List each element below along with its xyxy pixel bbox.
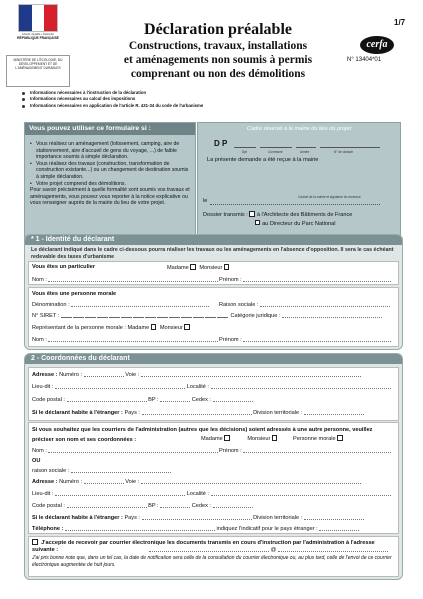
rep-nom-label: Nom : <box>32 337 47 343</box>
monsieur-checkbox[interactable] <box>224 264 230 270</box>
received-text: La présente demande a été reçue à la mairie <box>207 157 319 163</box>
pn-checkbox[interactable] <box>255 220 261 226</box>
commune-field[interactable] <box>260 140 292 148</box>
form-title <box>100 20 336 81</box>
cerfa-number: N° 13404*01 <box>347 57 382 63</box>
s2-prenom-label: Prénom : <box>219 448 242 454</box>
s2-madame-checkbox[interactable] <box>224 435 230 441</box>
email-box <box>28 536 399 577</box>
rep-madame-checkbox[interactable] <box>151 324 157 330</box>
mairie-panel <box>197 122 401 248</box>
dpt-label: Dpt <box>242 150 247 154</box>
rep-madame-label: Madame <box>127 325 150 331</box>
email-accept-label: J'accepte de recevoir par courrier électronique les documents transmis en cours d'instruction par l'administration à l'adresse suivante : <box>32 540 375 553</box>
adresse-label: Adresse : <box>32 372 58 378</box>
rep-prenom-label: Prénom : <box>219 337 242 343</box>
dossier-label: N° de dossier <box>334 150 354 154</box>
s2-voie-label: Voie : <box>125 479 140 485</box>
usage-bullet: • Votre projet comprend des démolitions. <box>30 181 191 188</box>
madame-label: Madame <box>167 265 189 271</box>
siret-field[interactable] <box>61 313 229 319</box>
cedex-field[interactable] <box>213 396 253 402</box>
numero-field[interactable] <box>84 371 124 377</box>
telephone-field[interactable] <box>65 525 215 531</box>
s2-numero-field[interactable] <box>84 478 124 484</box>
s2-etranger-label: Si le déclarant habite à l'étranger : <box>32 515 123 521</box>
s2-localite-field[interactable] <box>211 490 391 496</box>
rep-monsieur-checkbox[interactable] <box>184 324 190 330</box>
particulier-label: Vous êtes un particulier <box>32 264 95 270</box>
s2-pays-label: Pays : <box>124 515 140 521</box>
etranger-label: Si le déclarant habite à l'étranger : <box>32 410 123 416</box>
s2-raison-label: raison sociale : <box>32 468 70 474</box>
s2-raison-field[interactable] <box>71 467 171 473</box>
lieudit-label: Lieu-dit : <box>32 384 54 390</box>
subtitle-line-1: Constructions, travaux, installations <box>128 40 308 52</box>
legend-note: Informations nécessaires au calcul des impositions <box>22 96 322 102</box>
s2-nom-field[interactable] <box>48 447 218 453</box>
telephone-label: Téléphone : <box>32 526 64 532</box>
indicatif-label: indiquez l'indicatif pour le pays étranger : <box>216 526 318 532</box>
annee-field[interactable] <box>296 140 316 148</box>
at-sign: @ <box>270 547 277 553</box>
dossier-field[interactable] <box>320 140 380 148</box>
email-user-field[interactable] <box>149 546 269 552</box>
adresse-box <box>28 367 399 421</box>
s2-cedex-field[interactable] <box>213 502 253 508</box>
rep-nom-field[interactable] <box>48 336 218 342</box>
s2-monsieur-label: Monsieur <box>247 436 271 442</box>
numero-label: Numéro : <box>59 372 83 378</box>
localite-label: Localité : <box>186 384 209 390</box>
pays-field[interactable] <box>142 409 252 415</box>
s2-morale-label: Personne morale <box>293 436 336 442</box>
voie-label: Voie : <box>125 372 140 378</box>
raison-label: Raison sociale : <box>219 302 259 308</box>
section-1-title: * 1 - Identité du déclarant <box>25 235 402 245</box>
s2-pays-field[interactable] <box>142 514 252 520</box>
prenom-field[interactable] <box>243 276 391 282</box>
monsieur-label: Monsieur <box>199 265 223 271</box>
page-number: 1/7 <box>394 18 406 27</box>
representant-label: Représentant de la personne morale : <box>32 325 126 331</box>
s2-voie-field[interactable] <box>141 478 361 484</box>
s2-morale-checkbox[interactable] <box>337 435 343 441</box>
s2-division-field[interactable] <box>304 514 364 520</box>
abf-checkbox[interactable] <box>249 211 255 217</box>
categorie-field[interactable] <box>282 312 382 318</box>
transmis-block <box>203 211 352 228</box>
pays-label: Pays : <box>124 410 140 416</box>
cerfa-logo: cerfa <box>360 36 394 54</box>
ministry-box: MINISTÈRE DE L'ÉCOLOGIE, DU DÉVELOPPEMENT ET DE L'AMÉNAGEMENT DURABLES <box>6 55 70 87</box>
pn-label: au Directeur du Parc National <box>262 220 336 227</box>
lieudit-field[interactable] <box>55 383 185 389</box>
email-domain-field[interactable] <box>278 546 388 552</box>
section-2-title: 2 - Coordonnées du déclarant <box>25 354 402 364</box>
bp-field[interactable] <box>160 396 190 402</box>
particulier-box <box>28 261 399 285</box>
usage-title: Vous pouvez utiliser ce formulaire si : <box>25 123 195 135</box>
rep-prenom-field[interactable] <box>243 336 391 342</box>
legend-notes <box>22 90 322 109</box>
s2-bp-label: BP : <box>148 503 159 509</box>
s2-madame-label: Madame <box>201 436 223 442</box>
dpt-field[interactable] <box>234 140 256 148</box>
legend-note: Informations nécessaires à l'instruction de la déclaration <box>22 90 322 96</box>
bp-label: BP : <box>148 397 159 403</box>
legend-note: Informations nécessaires en application de l'article R. 431-34 du code de l'urbanisme <box>22 103 322 109</box>
subtitle-line-3: comprenant ou non des démolitions <box>130 68 306 80</box>
s2-lieudit-label: Lieu-dit : <box>32 491 54 497</box>
raison-field[interactable] <box>260 301 390 307</box>
s2-adresse-label: Adresse : <box>32 479 58 485</box>
page-title: Déclaration préalable <box>144 21 292 38</box>
cedex-label: Cedex : <box>191 397 211 403</box>
date-label: le <box>203 198 208 204</box>
morale-label: Vous êtes une personne morale <box>32 291 117 297</box>
nom-label: Nom : <box>32 277 47 283</box>
denomination-field[interactable] <box>71 301 209 307</box>
s2-cp-label: Code postal : <box>32 503 65 509</box>
section-1-intro: Le déclarant indiqué dans le cadre ci-dessous pourra réaliser les travaux ou les aménagements en l'absence d'opposition. Il sera le cas échéant redevable des taxes d'urbanisme <box>31 247 394 260</box>
section-identite <box>24 234 403 350</box>
s2-cedex-label: Cedex : <box>191 503 211 509</box>
commune-label: Commune <box>268 150 283 154</box>
email-checkbox[interactable] <box>32 539 38 545</box>
date-field[interactable] <box>210 204 380 205</box>
republic-label: RÉPUBLIQUE FRANÇAISE <box>17 36 59 40</box>
usage-panel <box>24 122 196 248</box>
cp-field[interactable] <box>67 396 147 402</box>
denomination-label: Dénomination : <box>32 302 70 308</box>
s2-nom-label: Nom : <box>32 448 47 454</box>
signature-label: Cachet de la mairie et signature du receveur <box>298 195 361 199</box>
morale-box <box>28 287 399 347</box>
siret-label: N° SIRET : <box>32 313 60 319</box>
subtitle-line-2: et aménagements non soumis à permis <box>123 54 313 66</box>
nom-field[interactable] <box>48 276 218 282</box>
transmis-label: Dossier transmis : <box>203 212 248 218</box>
s2-numero-label: Numéro : <box>59 479 83 485</box>
autre-destinataire-box <box>28 422 399 534</box>
s2-prenom-field[interactable] <box>243 447 391 453</box>
abf-label: à l'Architecte des Bâtiments de France <box>256 212 353 218</box>
email-note: J'ai pris bonne note que, dans un tel cas, la date de notification sera celle de la consultation du courrier électronique ou, au plus tard, celle de l'envoi de ce courrier électronique augmentée de huit jours. <box>32 555 392 568</box>
dp-label: D P <box>214 139 228 148</box>
division-field[interactable] <box>304 409 364 415</box>
mairie-title: Cadre réservé à la mairie du lieu du projet <box>246 126 352 132</box>
voie-field[interactable] <box>141 371 361 377</box>
usage-more: Pour savoir précisément à quelle formalité sont soumis vos travaux et aménagements, vous pouvez vous reporter à la notice explicative ou vous renseigner auprès de la mairie du lieu de votre projet. <box>30 187 190 207</box>
division-label: Division territoriale : <box>253 410 303 416</box>
madame-checkbox[interactable] <box>190 264 196 270</box>
flag-icon <box>18 4 58 32</box>
rep-monsieur-label: Monsieur <box>159 325 183 331</box>
usage-bullet: • Vous réalisez un aménagement (lotissement, camping, aire de stationnement, aire d'accueil de gens du voyage, ...) de faible importance soumis à simple déclaration. <box>30 141 191 161</box>
s2-localite-label: Localité : <box>186 491 209 497</box>
s2-lieudit-field[interactable] <box>55 490 185 496</box>
s2-bp-field[interactable] <box>160 502 190 508</box>
usage-bullet: • Vous réalisez des travaux (construction, transformation de construction existante...) ou un changement de destination soumis à simple déclaration. <box>30 161 191 181</box>
autre-question: Si vous souhaitez que les courriers de l'administration (autres que les décisions) soient adressés à une autre personne, veuillez préciser son nom et ses coordonnées : <box>32 427 373 443</box>
s2-cp-field[interactable] <box>67 502 147 508</box>
section-coordonnees <box>24 353 403 580</box>
ou-label: OU <box>32 458 41 464</box>
prenom-label: Prénom : <box>219 277 242 283</box>
motto: Liberté • Égalité • Fraternité <box>22 33 54 36</box>
s2-division-label: Division territoriale : <box>253 515 303 521</box>
localite-field[interactable] <box>211 383 391 389</box>
s2-monsieur-checkbox[interactable] <box>272 435 278 441</box>
categorie-label: Catégorie juridique : <box>230 313 281 319</box>
annee-label: Année <box>300 150 310 154</box>
indicatif-field[interactable] <box>319 525 359 531</box>
cp-label: Code postal : <box>32 397 65 403</box>
republique-logo <box>6 4 70 50</box>
